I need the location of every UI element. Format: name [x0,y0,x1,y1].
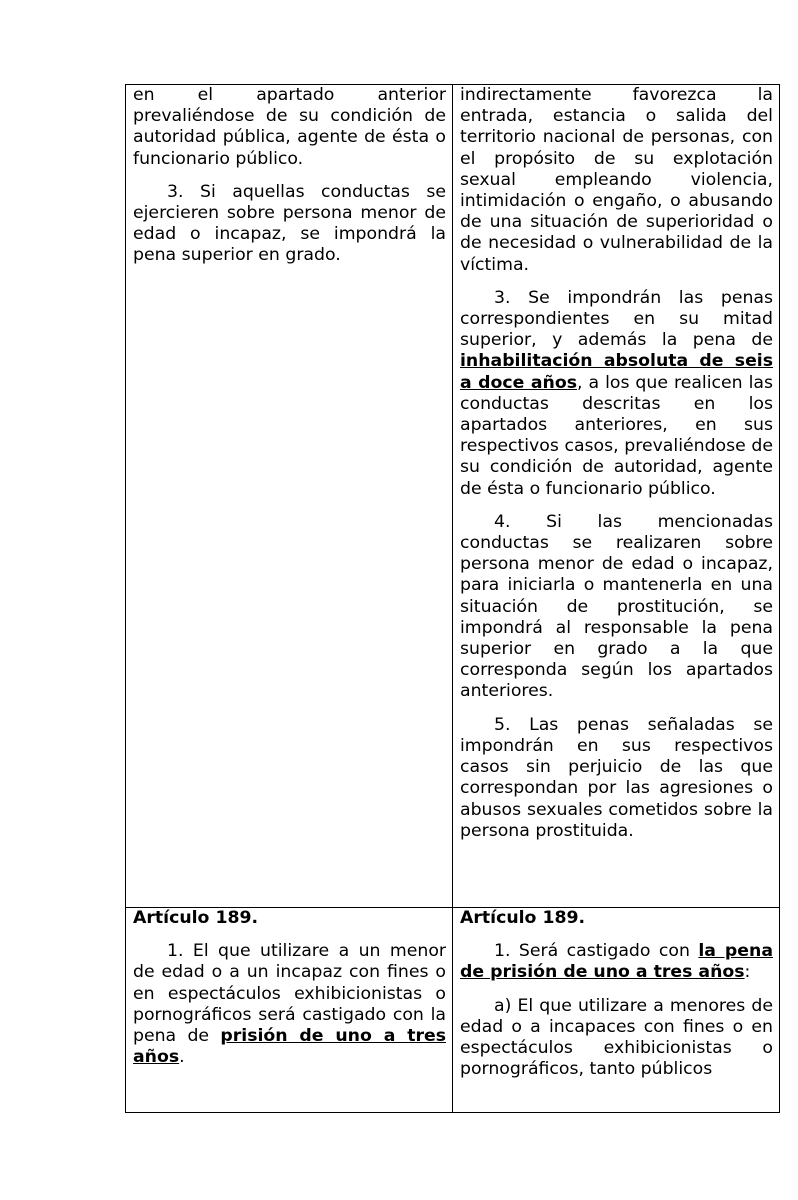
right-column-cell [453,85,780,908]
comparison-table [125,84,780,1113]
table-row [126,908,780,1113]
paragraph: 5. Las penas señaladas se impondrán en sus respectivos casos sin perjuicio de las que correspondan por las agresiones o abusos sexuales cometidos sobre la persona prostituida. [460,714,773,841]
left-column-cell [126,908,453,1113]
text-run: 3. Se impondrán las penas correspondientes en su mitad superior, y además la pena de [460,287,773,351]
left-column-cell [126,85,453,908]
paragraph: 4. Si las mencionadas conductas se realizaren sobre persona menor de edad o incapaz, para iniciarla o mantenerla en una situación de prostitución, se impondrá al responsable la pena superior en grado a la que corresponda según los apartados anteriores. [460,511,773,702]
right-column-cell [453,908,780,1113]
paragraph [133,941,446,1068]
paragraph [460,941,773,983]
highlighted-text: prisión de uno a tres años [133,1026,446,1068]
paragraph: 3. Si aquellas conductas se ejercieren sobre persona menor de edad o incapaz, se impondrá la pena superior en grado. [133,181,446,266]
text-run: : [744,962,751,983]
cell-content [460,908,773,1112]
paragraph: en el apartado anterior prevaliéndose de su condición de autoridad pública, agente de ésta o funcionario público. [133,85,446,169]
text-run: 1. El que utilizare a un menor de edad o a un incapaz con fines o en espectáculos exhibicionistas o pornográficos será castigado con la pena de [133,941,446,1047]
paragraph: indirectamente favorezca la entrada, estancia o salida del territorio nacional de personas, con el propósito de su explotación sexual empleando violencia, intimidación o engaño, o abusando de una situación de superioridad o de necesidad o vulnerabilidad de la víctima. [460,85,773,275]
highlighted-text: la pena de prisión de uno a tres años [460,941,773,983]
paragraph [460,288,773,500]
article-heading: Artículo 189. [133,908,259,928]
table-row [126,85,780,908]
text-run: . [179,1047,185,1068]
text-run: 1. Será castigado con [494,941,699,962]
highlighted-text: inhabilitación absoluta de seis a doce años [460,351,773,393]
paragraph: a) El que utilizare a menores de edad o a incapaces con fines o en espectáculos exhibicionistas o pornográficos, tanto públicos [460,995,773,1080]
article-heading: Artículo 189. [460,908,586,928]
text-run: , a los que realicen las conductas descritas en los apartados anteriores, en sus respectivos casos, prevaliéndose de su condición de autoridad, agente de ésta o funcionario público. [460,372,773,499]
